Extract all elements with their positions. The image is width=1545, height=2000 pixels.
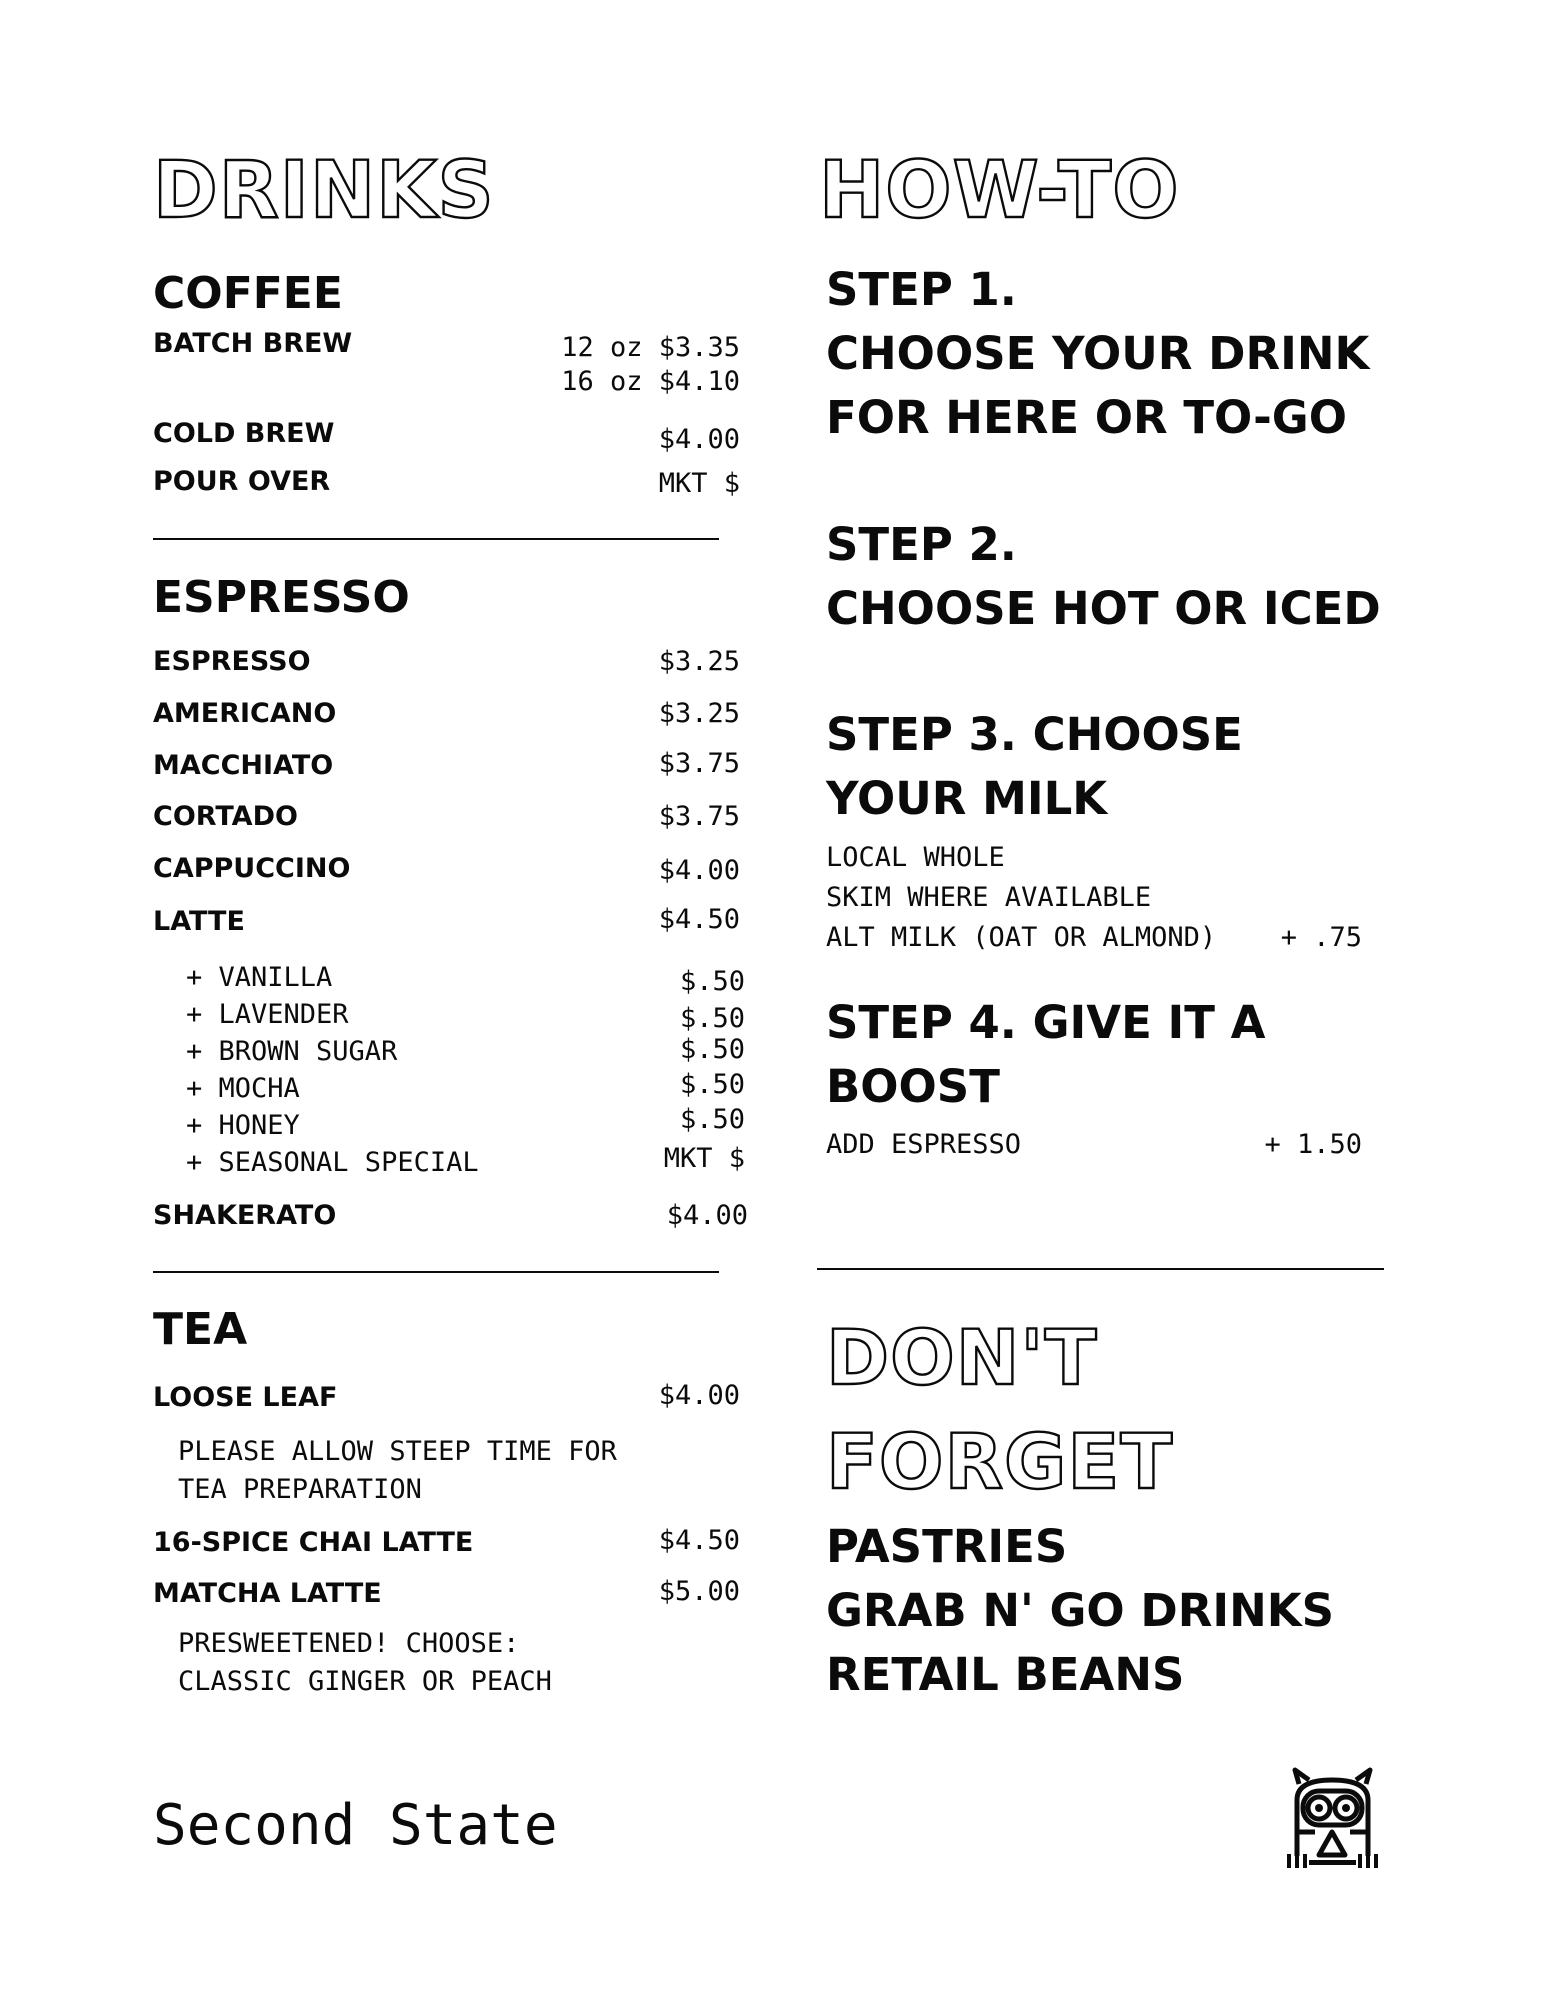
milk-option: ALT MILK (OAT OR ALMOND) [826,922,1217,953]
step-line: STEP 2. [826,518,1017,571]
chai-name: 16-SPICE CHAI LATTE [153,1527,474,1558]
list-item: PASTRIES [826,1520,1068,1573]
dont-forget-list [826,1515,1334,1707]
step-line: CHOOSE HOT OR ICED [826,582,1381,635]
cold-brew-price: $4.00 [658,424,740,455]
howto-heading: HOW-TO [819,146,1180,236]
addon-name: + BROWN SUGAR [186,1036,398,1067]
addon-name: + MOCHA [186,1073,300,1104]
batch-brew-price-16: 16 oz $4.10 [561,366,740,397]
matcha-note: CLASSIC GINGER OR PEACH [178,1666,552,1697]
batch-brew-name: BATCH BREW [153,328,353,359]
heading-line: FORGET [826,1417,1174,1506]
pour-over-price: MKT $ [658,468,740,499]
step-line: BOOST [826,1060,1000,1113]
addon-name: + VANILLA [186,962,333,993]
cold-brew-name: COLD BREW [153,418,335,449]
addon-price: $.50 [679,1034,745,1065]
addon-price: $.50 [679,966,745,997]
list-item: RETAIL BEANS [826,1648,1185,1701]
brand-name: Second State [153,1793,558,1858]
chai-price: $4.50 [658,1525,740,1556]
addon-price: MKT $ [663,1143,745,1174]
step-line: STEP 3. CHOOSE [826,708,1243,761]
loose-leaf-price: $4.00 [658,1380,740,1411]
addon-name: + HONEY [186,1110,300,1141]
matcha-price: $5.00 [658,1576,740,1607]
step-line: YOUR MILK [826,772,1108,825]
menu-item-price: $3.25 [658,646,740,677]
loose-leaf-note: PLEASE ALLOW STEEP TIME FOR [178,1436,617,1467]
step-4 [826,991,1265,1119]
addon-price: $.50 [679,1069,745,1100]
loose-leaf-name: LOOSE LEAF [153,1382,338,1413]
tea-heading: TEA [153,1304,248,1355]
boost-price: + 1.50 [1264,1129,1362,1160]
addon-name: + LAVENDER [186,999,349,1030]
menu-item-price: $4.00 [658,855,740,886]
addon-name: + SEASONAL SPECIAL [186,1147,479,1178]
step-line: FOR HERE OR TO-GO [826,391,1347,444]
menu-item-price: $4.50 [658,904,740,935]
menu-item-name: AMERICANO [153,698,337,729]
step-line: STEP 4. GIVE IT A [826,996,1266,1049]
menu-item-price: $3.75 [658,801,740,832]
loose-leaf-note: TEA PREPARATION [178,1474,422,1505]
menu-item-name: LATTE [153,906,245,937]
matcha-name: MATCHA LATTE [153,1578,382,1609]
matcha-note: PRESWEETENED! CHOOSE: [178,1628,520,1659]
divider [153,1271,719,1273]
menu-item-price: $3.25 [658,698,740,729]
espresso-heading: ESPRESSO [153,572,410,623]
boost-option: ADD ESPRESSO [826,1129,1022,1160]
milk-option: SKIM WHERE AVAILABLE [826,882,1152,913]
dont-forget-heading [826,1306,1173,1514]
step-3 [826,703,1243,831]
menu-item-price: $3.75 [658,748,740,779]
pour-over-name: POUR OVER [153,466,331,497]
menu-item-name: CAPPUCCINO [153,853,351,884]
step-line: STEP 1. [826,263,1017,316]
coffee-heading: COFFEE [153,268,343,319]
list-item: GRAB N' GO DRINKS [826,1584,1335,1637]
divider [153,538,719,540]
addon-price: $.50 [679,1003,745,1034]
addon-price: $.50 [679,1104,745,1135]
milk-option: LOCAL WHOLE [826,842,1005,873]
menu-item-name: ESPRESSO [153,646,311,677]
step-line: CHOOSE YOUR DRINK [826,327,1370,380]
alt-milk-price: + .75 [1280,922,1362,953]
shakerato-name: SHAKERATO [153,1200,337,1231]
drinks-heading: DRINKS [153,146,495,236]
step-2 [826,513,1381,641]
heading-line: DON'T [826,1313,1098,1402]
menu-item-name: CORTADO [153,801,298,832]
shakerato-price: $4.00 [666,1200,748,1231]
owl-logo-icon [1285,1766,1380,1876]
batch-brew-price-12: 12 oz $3.35 [561,332,740,363]
step-1 [826,258,1369,450]
menu-item-name: MACCHIATO [153,750,334,781]
divider [817,1268,1384,1270]
